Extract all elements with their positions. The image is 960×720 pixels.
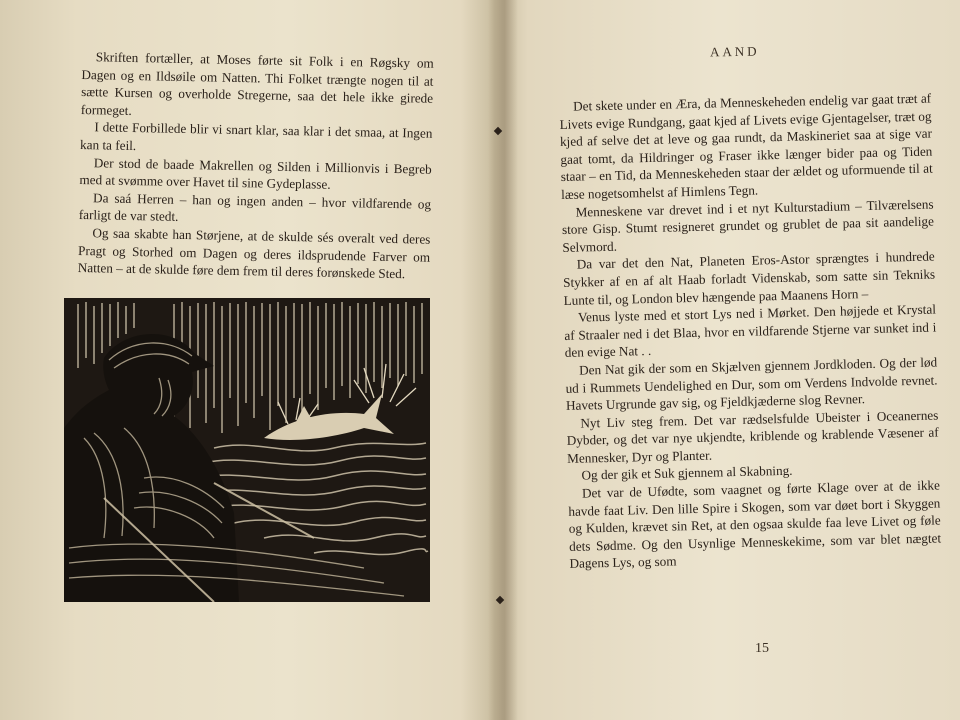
fisherman-woodcut	[64, 298, 430, 602]
right-paragraph-1: Det skete under en Æra, da Menneskeheden endelig var gaat træt af Livets evige Rundgang, gaat kjed af Livets evige Gjentagelser, træt og kjed af selve det at leve og gaa rundt, da Maskineriet saa at sige var gaat tomt, da Hildringer og Fraser ikke længer bider paa og Tiden staar – en Tid, da Menneskeheden staar der ældet og uformuende til at læse nogetsomhelst af Himlens Tegn.	[559, 90, 933, 202]
right-paragraph-3: Da var det den Nat, Planeten Eros-Astor sprængtes i hundrede Stykker af en af alt Haab forladt Videnskab, som satte sin Tekniks Lunte til, og London blev hængende paa Maanens Horn –	[563, 248, 936, 308]
running-head: AAND	[709, 43, 760, 60]
right-paragraph-5: Den Nat gik der som en Skjælven gjennem Jordkloden. Og der lød ud i Rummets Uendelighed en Dur, som om Verdens Indvolde revnet. Havets Urgrunde gav sig, og Fjeldkjæderne slog Revner.	[565, 354, 938, 414]
left-paragraph-1: Skriften fortæller, at Moses førte sit Folk i en Røgsky om Dagen og en Ildsøile om Natten. Thi Folket trængte nogen til at sætte Kursen og overholde Stregerne, saa det hele ikke girede formeget.	[80, 49, 434, 118]
right-paragraph-2: Menneskene var drevet ind i et nyt Kulturstadium – Tilværelsens store Gisp. Stumt resigneret grundet og grublet de paa sit aandelige Selvmord.	[561, 196, 935, 255]
right-page	[505, 0, 960, 720]
left-paragraph-5: Og saa skabte han Størjene, at de skulde sés overalt ved deres Pragt og Storhed om Dagen og deres ildsprudende Farver om Natten – at de skulde føre dem frem til deres forønskede Sted.	[77, 225, 431, 282]
right-paragraph-6: Nyt Liv steg frem. Det var rædselsfulde Ubeister i Oceanernes Dybder, og det var nye ukjendte, kriblende og krablende Væsener af Mennesker, Dyr og Planter.	[566, 407, 939, 466]
right-page-text	[559, 90, 942, 573]
page-number: 15	[755, 641, 769, 656]
right-paragraph-4: Venus lyste med et stort Lys ned i Mørket. Den højjede et Krystal af Straaler ned i det Blaa, hvor en vildfarende Stjerne var sunket ind i den evige Nat . .	[564, 301, 937, 361]
woodcut-illustration	[64, 298, 430, 602]
left-paragraph-4: Da saá Herren – han og ingen anden – hvor vildfarende og farligt de var stedt.	[78, 189, 432, 225]
left-paragraph-2: I dette Forbillede blir vi snart klar, saa klar i det smaa, at Ingen kan ta feil.	[80, 119, 433, 154]
left-page-text	[78, 48, 434, 283]
right-paragraph-8: Det var de Ufødte, som vaagnet og førte Klage over at de ikke havde faat Liv. Den lille Spire i Skogen, som var døet bort i Skyggen og Kulden, krævet sin Ret, at den ogsaa skulde faa leve Livet og føle dets Sødme. Og den Usynlige Menneskekime, som var blet nægtet Dagens Lys, og som	[568, 477, 942, 572]
right-paragraph-7: Og der gik et Suk gjennem al Skabning.	[581, 463, 793, 484]
left-paragraph-3: Der stod de baade Makrellen og Silden i Millionvis i Begreb med at svømme over Havet til sine Gydeplasse.	[79, 154, 432, 192]
